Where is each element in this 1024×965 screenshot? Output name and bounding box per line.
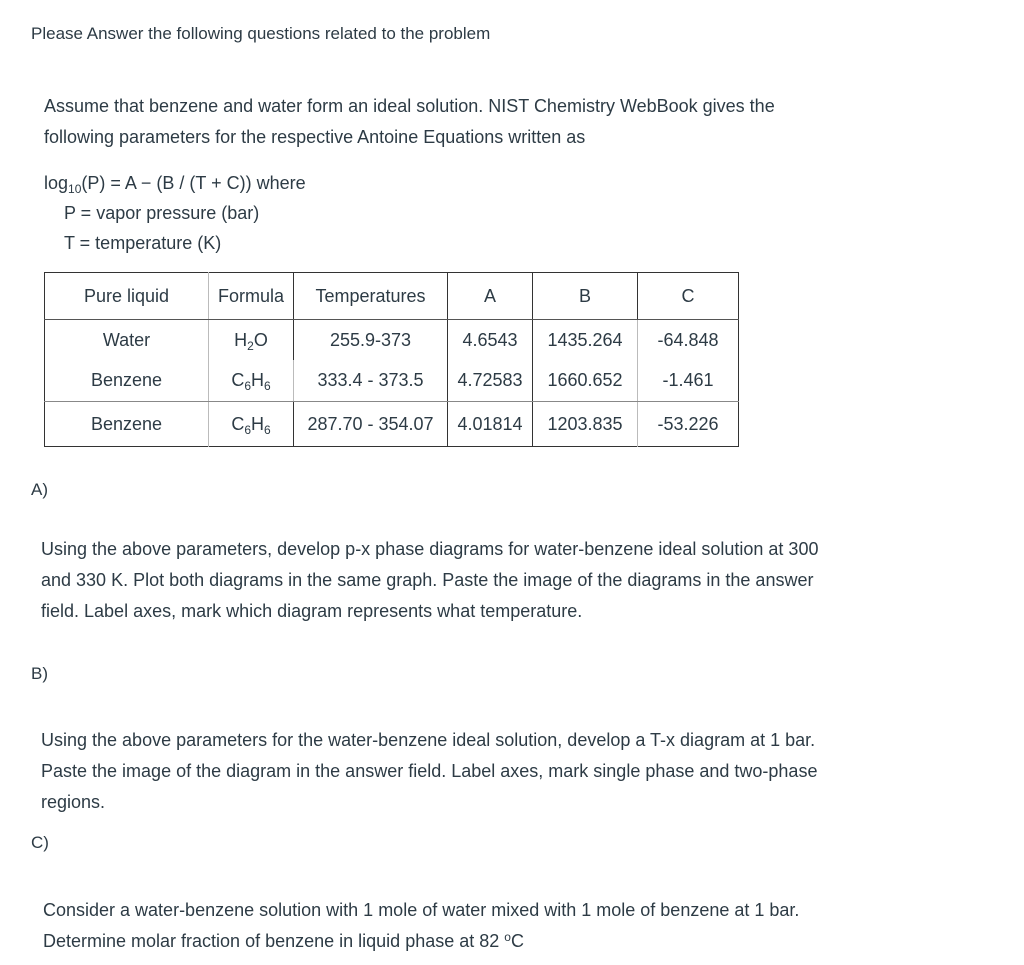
cell-temperatures: 333.4 - 373.5: [294, 360, 448, 402]
equation-formula: (P) = A − (B / (T + C)) where: [81, 173, 306, 193]
cell-liquid: Water: [102, 329, 151, 350]
header-temperatures: Temperatures: [294, 273, 448, 320]
question-b-label: B): [31, 664, 48, 683]
cell-a: 4.01814: [448, 402, 533, 447]
cell-temperatures: 255.9-373: [294, 320, 448, 361]
cell-b: 1203.835: [533, 402, 638, 447]
intro-line-1: Assume that benzene and water form an ideal solution. NIST Chemistry WebBook gives the: [44, 96, 775, 116]
cell-liquid: Benzene: [90, 413, 163, 434]
cell-formula: $H_2O$: [209, 320, 294, 361]
cell-temperatures: 287.70 - 354.07: [294, 402, 448, 447]
intro-line-2: following parameters for the respective Antoine Equations written as: [44, 127, 586, 147]
equation-line: [44, 168, 306, 198]
t-definition: T = temperature (K): [64, 233, 222, 253]
question-a-label: A): [31, 480, 48, 499]
cell-b: 1660.652: [533, 360, 638, 402]
cell-c: -53.226: [638, 402, 739, 447]
header-pure-liquid: Pure liquid: [45, 273, 209, 320]
degree-symbol: o: [504, 930, 511, 944]
problem-intro: [44, 91, 944, 153]
cell-a: 4.6543: [448, 320, 533, 361]
log-base: 10: [68, 182, 82, 196]
antoine-equation: [44, 168, 306, 258]
cell-liquid: Benzene: [45, 360, 209, 402]
question-c-label: C): [31, 833, 49, 852]
antoine-parameters-table: [44, 272, 739, 447]
header-formula: Formula: [209, 273, 294, 320]
table-row: [45, 320, 739, 361]
log-text: log: [44, 173, 69, 193]
question-b-text: Using the above parameters for the water-benzene ideal solution, develop a T-x diagram at 1 bar. Paste the image of the diagram in the answer field. Label axes, mark single phase and two-phase regions.: [41, 730, 818, 812]
table-row: [45, 402, 739, 447]
header-b: B: [533, 273, 638, 320]
p-definition: P = vapor pressure (bar): [64, 203, 260, 223]
cell-a: 4.72583: [448, 360, 533, 402]
page-heading: Please Answer the following questions related to the problem: [31, 24, 491, 43]
header-c: C: [638, 273, 739, 320]
cell-formula: $C_6H_6$: [209, 360, 294, 402]
question-a-text: Using the above parameters, develop p-x phase diagrams for water-benzene ideal solution at 300 and 330 K. Plot both diagrams in the same graph. Paste the image of the diagrams in the answer field. Label axes, mark which diagram represents what temperature.: [41, 539, 819, 621]
cell-formula: $C_6H_6$: [209, 402, 294, 447]
cell-c: -64.848: [638, 320, 739, 361]
cell-b: 1435.264: [533, 320, 638, 361]
header-a: A: [448, 273, 533, 320]
table-header-row: [45, 273, 739, 320]
cell-c: -1.461: [638, 360, 739, 402]
table-row: [45, 360, 739, 402]
question-c-text: Consider a water-benzene solution with 1 mole of water mixed with 1 mole of benzene at 1 bar. Determine molar fraction of benzene in liquid phase at 82 $^o$C: [43, 900, 800, 951]
